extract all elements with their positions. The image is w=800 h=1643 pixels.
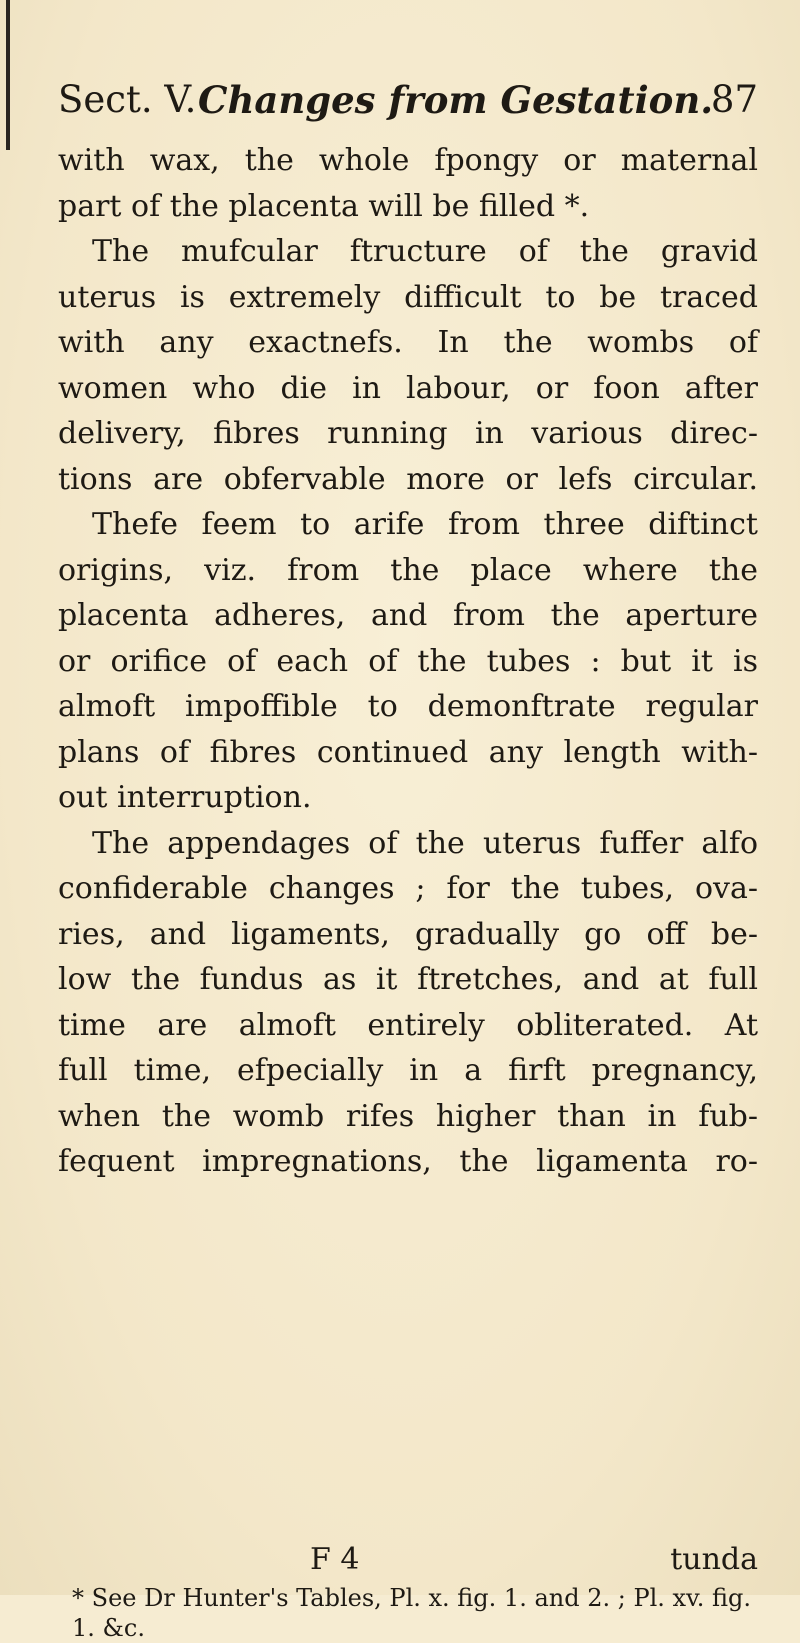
body-text bbox=[58, 138, 758, 1185]
catchword: tunda bbox=[670, 1542, 758, 1577]
text-line: placenta adheres, and from the aperture bbox=[58, 598, 758, 633]
text-line: full time, efpecially in a firft pregnancy, bbox=[58, 1053, 758, 1088]
text-line: with wax, the whole fpongy or maternal bbox=[58, 143, 758, 178]
text-line: uterus is extremely difficult to be traced bbox=[58, 279, 758, 315]
text-line: tions are obfervable more or lefs circular. bbox=[58, 461, 758, 497]
running-title: Changes from Gestation. bbox=[198, 78, 714, 122]
text-line: Thefe feem to arife from three diftinct bbox=[92, 507, 758, 542]
text-line: origins, viz. from the place where the bbox=[58, 552, 758, 588]
text-line: The appendages of the uterus fuffer alfo bbox=[92, 825, 758, 861]
text-line: ries, and ligaments, gradually go off be- bbox=[58, 916, 758, 952]
page-edge-rule bbox=[6, 0, 10, 150]
text-line: out interruption. bbox=[58, 780, 312, 815]
text-line: confiderable changes ; for the tubes, ova- bbox=[58, 871, 758, 906]
text-line: low the fundus as it ftretches, and at full bbox=[58, 962, 758, 997]
text-line: fequent impregnations, the ligamenta ro- bbox=[58, 1144, 758, 1179]
text-line: plans of fibres continued any length with- bbox=[58, 734, 758, 770]
signature-mark: F 4 bbox=[310, 1542, 360, 1577]
running-header bbox=[58, 70, 758, 130]
text-line: time are almoft entirely obliterated. At bbox=[58, 1007, 758, 1043]
text-line: delivery, fibres running in various direc- bbox=[58, 416, 758, 451]
text-line: The mufcular ftructure of the gravid bbox=[92, 234, 758, 269]
text-line: part of the placenta will be filled *. bbox=[58, 188, 590, 224]
text-line: when the womb rifes higher than in fub- bbox=[58, 1098, 758, 1134]
text-line: almoft impoffible to demonftrate regular bbox=[58, 689, 758, 724]
text-line: with any exactnefs. In the wombs of bbox=[58, 325, 758, 360]
section-label: Sect. V. bbox=[58, 78, 197, 121]
text-line: or orifice of each of the tubes : but it is bbox=[58, 643, 758, 679]
text-line: women who die in labour, or foon after bbox=[58, 370, 758, 406]
page-number: 87 bbox=[710, 78, 758, 121]
footnote: * See Dr Hunter's Tables, Pl. x. fig. 1. and 2. ; Pl. xv. fig. 1. &c. bbox=[72, 1584, 752, 1642]
